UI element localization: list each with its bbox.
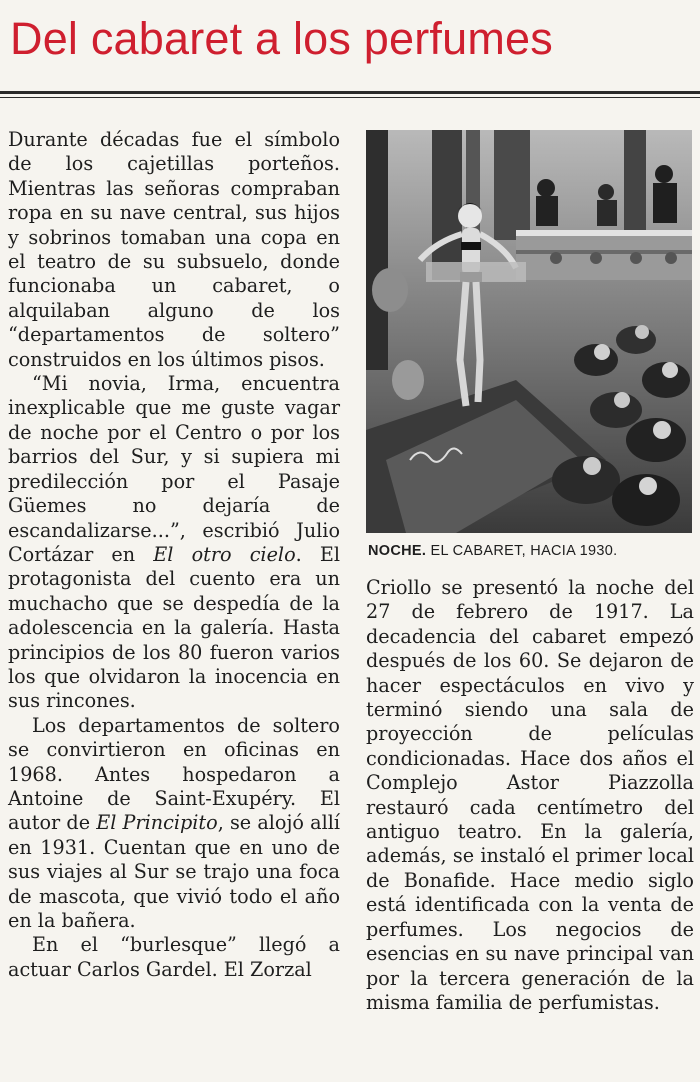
- paragraph-3-text-a: Los departamentos de soltero se convirtieron en oficinas en 1968. Antes hospedaron a Antoine de Saint-Exupéry. El autor de: [8, 713, 340, 835]
- headline-rule-thin: [0, 97, 700, 98]
- paragraph-2-text-b: . El protagonista del cuento era un muchacho que se despedía de la adolescencia en la galería. Hasta principios de los 80 fueron varios los que olvidaron la inocencia en sus rincones.: [8, 542, 341, 713]
- left-column: [8, 128, 340, 982]
- headline: Del cabaret a los perfumes: [10, 13, 553, 64]
- book-title-el-otro-cielo: El otro cielo: [153, 542, 296, 566]
- cabaret-photo: [366, 130, 692, 533]
- paragraph-3-text-b: , se alojó allí en 1931. Cuentan que en uno de sus viajes al Sur se trajo una foca de mascota, que vivió todo el año en la bañera.: [8, 811, 340, 932]
- book-title-el-principito: El Principito: [96, 811, 218, 835]
- right-column: [366, 576, 694, 1015]
- photo-caption-label: NOCHE.: [368, 543, 427, 559]
- paragraph-1: Durante décadas fue el símbolo de los cajetillas porteños. Mientras las señoras compraban ropa en su nave central, sus hijos y sobrinos tomaban una copa en el teatro de su subsuelo, donde funcionaba un cabaret, o alquilaban alguno de los “departamentos de soltero” construidos en los últimos pisos.: [8, 128, 340, 371]
- paragraph-4: En el “burlesque” llegó a actuar Carlos Gardel. El Zorzal: [8, 933, 340, 981]
- paragraph-2: [8, 372, 340, 714]
- paragraph-5: Criollo se presentó la noche del 27 de febrero de 1917. La decadencia del cabaret empezó después de los 60. Se dejaron de hacer espectáculos en vivo y terminó siendo una sala de proyección de películas condicionadas. Hace dos años el Complejo Astor Piazzolla restauró cada centímetro del antiguo teatro. En la galería, además, se instaló el primer local de Bonafide. Hace medio siglo está identificada con la venta de perfumes. Los negocios de esencias en su nave principal van por la tercera generación de la misma familia de perfumistas.: [366, 576, 694, 1014]
- headline-rule-thick: [0, 91, 700, 94]
- paragraph-3: [8, 714, 340, 934]
- photo-caption-text: EL CABARET, HACIA 1930.: [426, 543, 618, 559]
- cabaret-photo-illustration: [366, 130, 692, 533]
- paragraph-2-text-a: “Mi novia, Irma, encuentra inexplicable que me guste vagar de noche por el Centro o por los barrios del Sur, y si supiera mi predilección por el Pasaje Güemes no dejaría de escandalizarse...”, escribió Julio Cortázar en: [8, 372, 340, 566]
- photo-caption: [368, 543, 692, 559]
